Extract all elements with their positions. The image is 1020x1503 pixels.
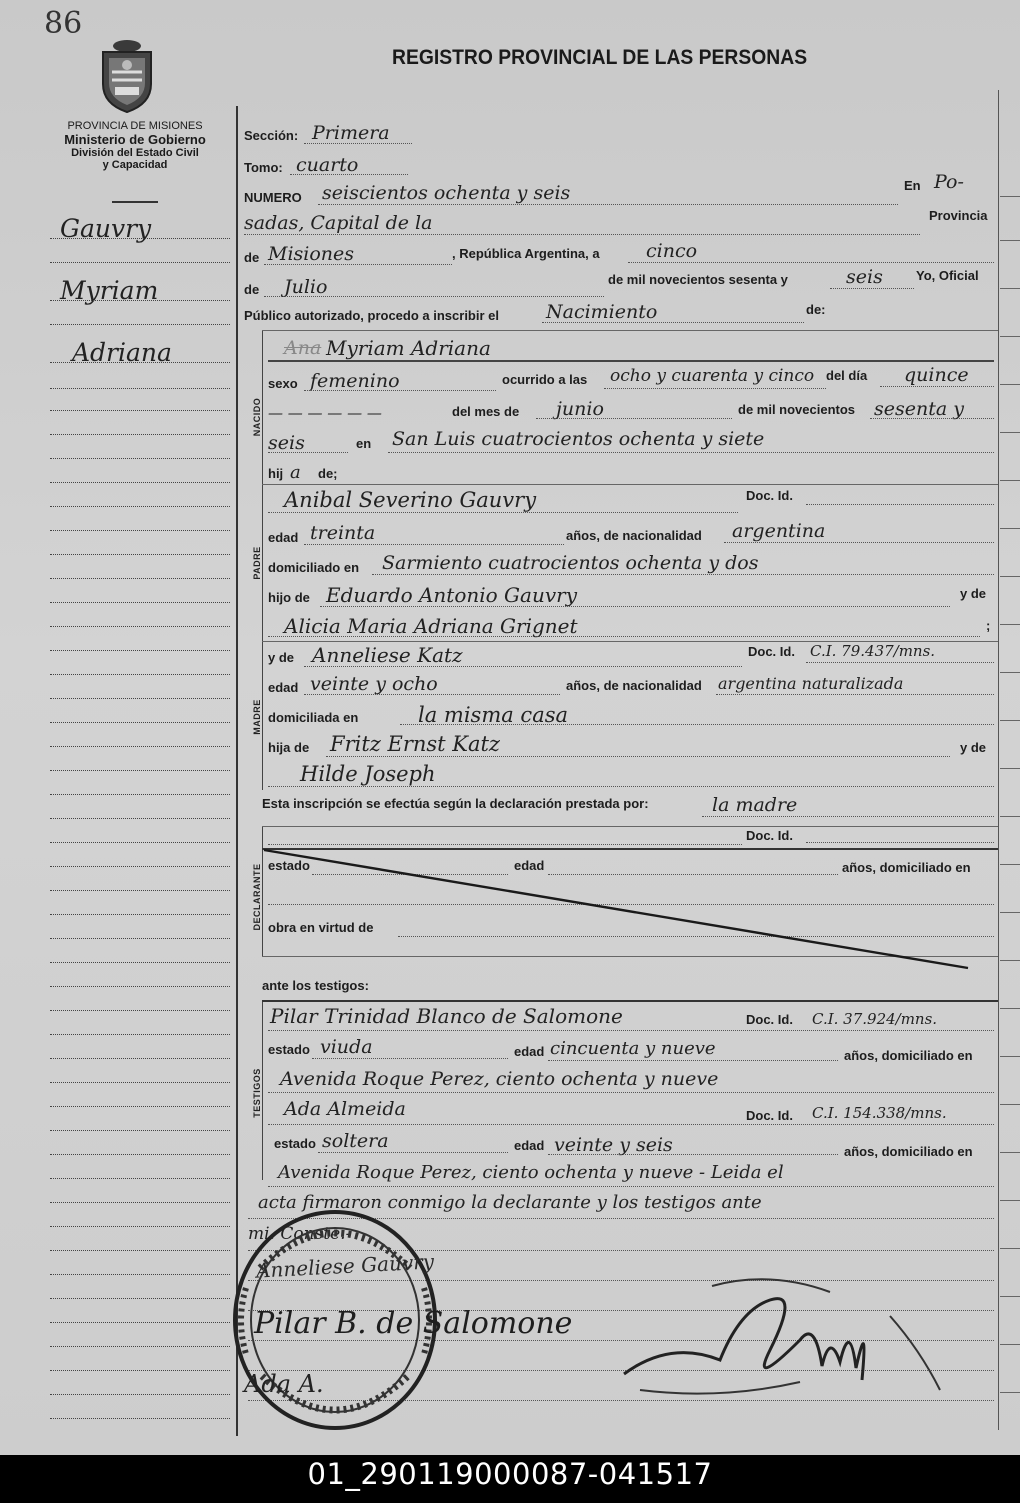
testigo2-estado-label: estado <box>274 1136 316 1151</box>
publico-label: Público autorizado, procedo a inscribir el <box>244 308 499 323</box>
mes-value: junio <box>556 398 604 420</box>
office-line-3: División del Estado Civil <box>71 147 199 159</box>
document-identifier: 01_290119000087-041517 <box>307 1457 713 1491</box>
madre-edad-label: edad <box>268 680 299 695</box>
del-dia-label: del día <box>826 368 868 383</box>
testigo1-estado-label: estado <box>268 1042 310 1057</box>
sexo-label: sexo <box>268 376 298 391</box>
acto-value: Nacimiento <box>546 301 658 323</box>
madre-section-label: MADRE <box>252 699 262 735</box>
madre-y-de-label: y de <box>960 740 987 755</box>
oficial-signature <box>600 1270 960 1420</box>
declarante-section-label: DECLARANTE <box>252 863 262 931</box>
seccion-value: Primera <box>312 122 390 144</box>
madre-yde-label: y de <box>268 650 295 665</box>
declarante-anios-label: años, domiciliado en <box>842 860 971 875</box>
padre-edad-label: edad <box>268 530 299 545</box>
de-colon-label: de: <box>806 302 826 317</box>
testigo2-doc-label: Doc. Id. <box>746 1108 793 1123</box>
mil-label: de mil novecientos <box>738 402 856 417</box>
hij-suffix: a <box>290 462 301 483</box>
cierre-linea-1: acta firmaron conmigo la declarante y los testigos ante <box>258 1192 762 1213</box>
cierre-linea-2: mi. Conste.- <box>248 1224 352 1244</box>
en-value: Po- <box>934 171 964 193</box>
nacido-section-label: NACIDO <box>252 397 262 437</box>
issuing-office <box>40 120 230 171</box>
madre-doc: C.I. 79.437/mns. <box>810 642 936 660</box>
madre-padre-de: Fritz Ernst Katz <box>330 732 500 756</box>
padre-domicilio: Sarmiento cuatrocientos ochenta y dos <box>382 552 759 574</box>
anio-acta-value: seis <box>846 266 883 288</box>
anio-label: de mil novecientos sesenta y <box>608 272 788 287</box>
de-label: de <box>244 250 260 265</box>
provincia-label: Provincia <box>929 208 988 223</box>
testigo1-domicilio: Avenida Roque Perez, ciento ochenta y nueve <box>280 1068 719 1090</box>
testigos-label: ante los testigos: <box>262 978 369 993</box>
office-line-1: PROVINCIA DE MISIONES <box>67 120 203 132</box>
padre-hijo-label: hijo de <box>268 590 310 605</box>
mes-acta-value: Julio <box>284 276 328 298</box>
declarante-edad-label: edad <box>514 858 545 873</box>
coat-of-arms-emblem <box>98 38 156 114</box>
padre-madre-de: Alicia Maria Adriana Grignet <box>284 614 578 638</box>
testigo2-doc: C.I. 154.338/mns. <box>812 1104 947 1122</box>
lugar-value: San Luis cuatrocientos ochenta y siete <box>392 428 765 450</box>
declaracion-label: Esta inscripción se efectúa según la declaración prestada por: <box>262 796 649 811</box>
firma-testigo-2: Ada A. <box>244 1370 324 1398</box>
de2-label: de <box>244 282 260 297</box>
declarante-obra-label: obra en virtud de <box>268 920 374 935</box>
testigos-section-label: TESTIGOS <box>252 1068 262 1118</box>
firma-declarante: Anneliese Gauvry <box>255 1249 435 1283</box>
republica-label: , República Argentina, a <box>452 246 600 261</box>
testigo1-nombre: Pilar Trinidad Blanco de Salomone <box>270 1004 623 1028</box>
office-line-4: y Capacidad <box>102 159 168 171</box>
nacido-nombre-struck: Ana <box>284 337 322 359</box>
hij-label: hij <box>268 466 284 481</box>
madre-nac-label: años, de nacionalidad <box>566 678 702 693</box>
declaracion-valor: la madre <box>712 794 798 816</box>
testigo2-edad-label: edad <box>514 1138 545 1153</box>
anio-value: sesenta y <box>874 398 964 420</box>
padre-semicolon: ; <box>986 618 991 633</box>
lugar-label: en <box>356 436 372 451</box>
en-label: En <box>904 178 921 193</box>
declarante-cancel-stroke <box>262 848 972 972</box>
hora-value: ocho y cuarenta y cinco <box>610 366 815 386</box>
margin-name-2: Adriana <box>72 338 172 367</box>
testigo2-domicilio: Avenida Roque Perez, ciento ochenta y nueve - Leida el <box>278 1162 784 1183</box>
padre-edad: treinta <box>310 522 376 544</box>
padre-nombre: Anibal Severino Gauvry <box>284 488 537 512</box>
oficial-label: Yo, Oficial <box>916 268 979 283</box>
de-semicolon-label: de; <box>318 466 338 481</box>
testigo2-estado: soltera <box>322 1130 389 1152</box>
anio-value-2: seis <box>268 432 305 454</box>
margin-surname: Gauvry <box>60 214 152 243</box>
ocurrido-label: ocurrido a las <box>502 372 588 387</box>
sexo-value: femenino <box>310 370 400 392</box>
testigo2-anios-label: años, domiciliado en <box>844 1144 973 1159</box>
numero-value: seiscientos ochenta y seis <box>322 182 571 204</box>
nacido-nombre: Myriam Adriana <box>326 336 491 360</box>
madre-edad: veinte y ocho <box>310 673 438 695</box>
office-line-2: Ministerio de Gobierno <box>64 132 206 147</box>
provincia-value: Misiones <box>268 243 355 265</box>
testigo2-edad: veinte y seis <box>554 1134 673 1156</box>
ciudad-value: sadas, Capital de la <box>244 212 433 234</box>
margin-name-1: Myriam <box>60 276 159 305</box>
padre-section-label: PADRE <box>252 546 262 580</box>
madre-dom-label: domiciliada en <box>268 710 359 725</box>
madre-doc-label: Doc. Id. <box>748 644 795 659</box>
padre-y-de-label: y de <box>960 586 987 601</box>
testigo1-doc: C.I. 37.924/mns. <box>812 1010 938 1028</box>
testigo1-edad-label: edad <box>514 1044 545 1059</box>
padre-nacionalidad: argentina <box>732 520 826 542</box>
testigo1-estado: viuda <box>320 1036 373 1058</box>
testigo1-edad: cincuenta y nueve <box>550 1038 716 1059</box>
seccion-label: Sección: <box>244 128 299 143</box>
declarante-doc-label: Doc. Id. <box>746 828 793 843</box>
madre-domicilio: la misma casa <box>418 703 569 727</box>
dia-continuation: — — — — — — <box>268 404 382 422</box>
madre-nombre: Anneliese Katz <box>312 643 463 667</box>
page-number: 86 <box>44 6 83 41</box>
dia-value: quince <box>904 364 969 386</box>
padre-dom-label: domiciliado en <box>268 560 360 575</box>
madre-madre-de: Hilde Joseph <box>300 762 436 786</box>
tomo-value: cuarto <box>296 154 359 176</box>
padre-padre-de: Eduardo Antonio Gauvry <box>326 583 577 607</box>
footer-bar <box>0 1455 1020 1503</box>
numero-label: NUMERO <box>244 190 302 205</box>
testigo1-anios-label: años, domiciliado en <box>844 1048 973 1063</box>
madre-hija-label: hija de <box>268 740 310 755</box>
madre-nacionalidad: argentina naturalizada <box>718 674 904 693</box>
padre-doc-label: Doc. Id. <box>746 488 793 503</box>
declarante-estado-label: estado <box>268 858 310 873</box>
testigo1-doc-label: Doc. Id. <box>746 1012 793 1027</box>
page-title: REGISTRO PROVINCIAL DE LAS PERSONAS <box>392 46 808 69</box>
dia-acta-value: cinco <box>646 240 698 262</box>
testigo2-nombre: Ada Almeida <box>284 1098 406 1120</box>
firma-testigo-1: Pilar B. de Salomone <box>254 1306 573 1341</box>
del-mes-label: del mes de <box>452 404 520 419</box>
tomo-label: Tomo: <box>244 160 283 175</box>
padre-nac-label: años, de nacionalidad <box>566 528 702 543</box>
